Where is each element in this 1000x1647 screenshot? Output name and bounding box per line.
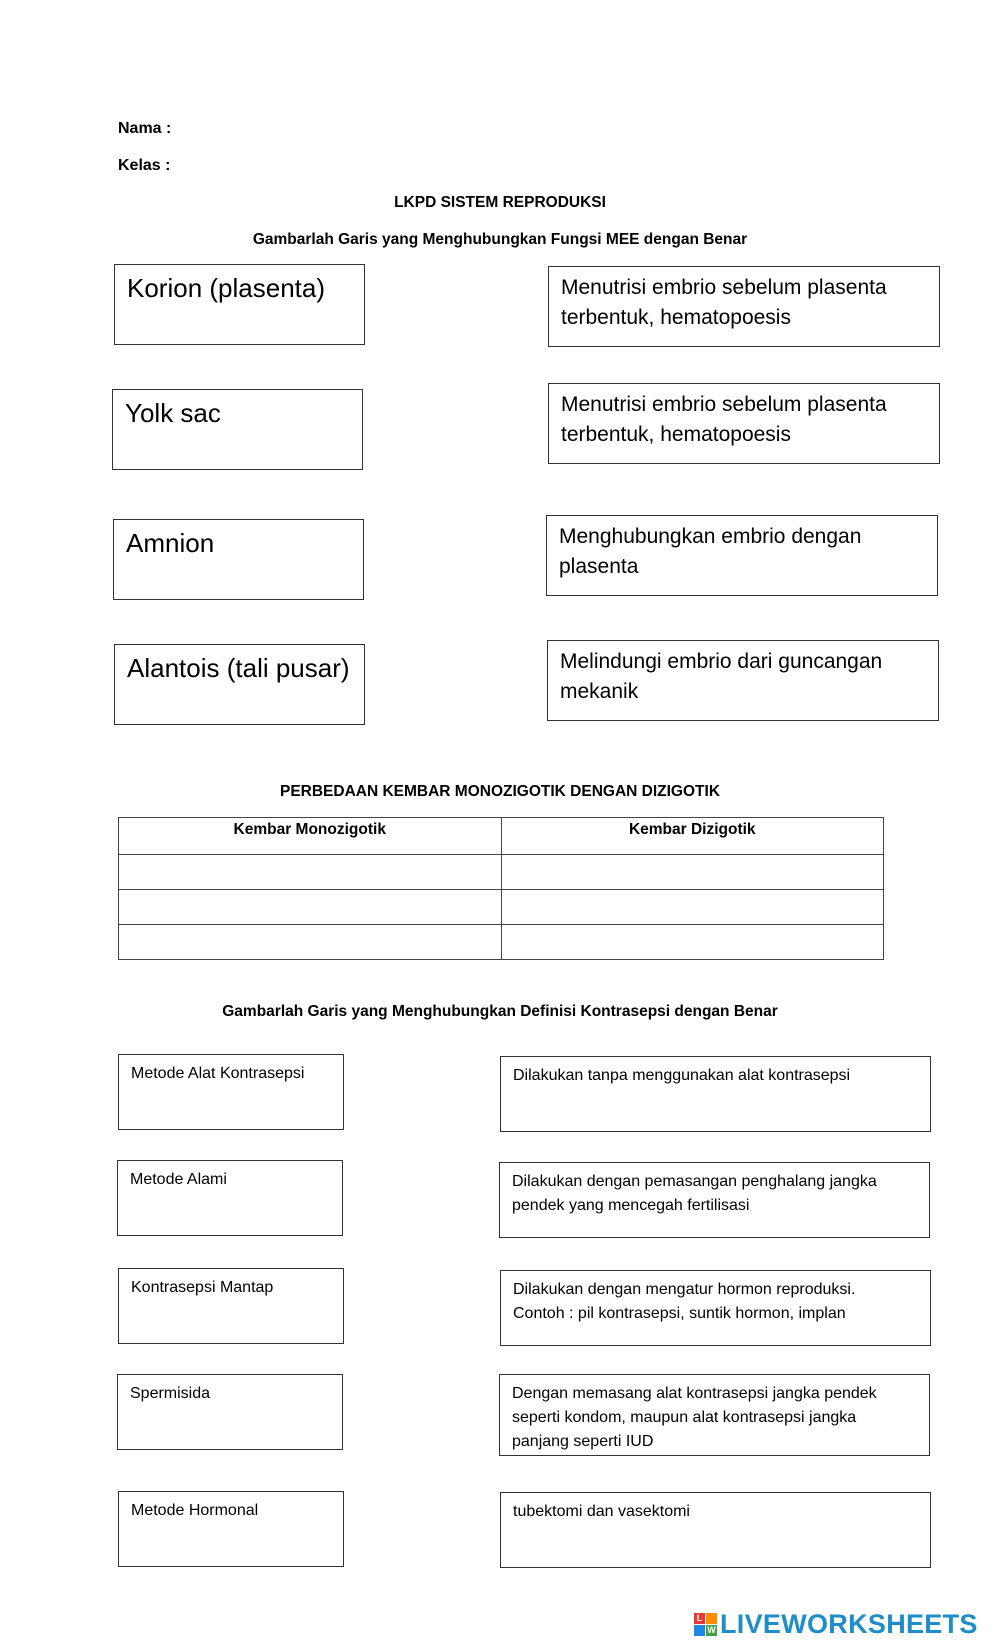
liveworksheets-logo xyxy=(694,1608,978,1640)
mee-right-line: terbentuk, hematopoesis xyxy=(561,423,791,447)
name-label: Nama : xyxy=(118,120,172,137)
table-header-row xyxy=(119,818,884,855)
contraception-right-line: pendek yang mencegah fertilisasi xyxy=(512,1197,750,1214)
contraception-left-box-1[interactable] xyxy=(118,1054,344,1130)
mee-left-box-alantois[interactable] xyxy=(114,644,365,725)
table-cell-input[interactable] xyxy=(119,890,502,925)
contraception-right-box-2[interactable] xyxy=(499,1162,930,1238)
contraception-left-box-3[interactable] xyxy=(118,1268,344,1344)
table-cell-input[interactable] xyxy=(501,855,884,890)
contraception-left-label: Metode Hormonal xyxy=(131,1502,259,1519)
contraception-right-line: Dilakukan tanpa menggunakan alat kontrasepsi xyxy=(513,1067,851,1084)
class-label: Kelas : xyxy=(118,157,171,174)
section3-instruction: Gambarlah Garis yang Menghubungkan Definisi Kontrasepsi dengan Benar xyxy=(222,1003,778,1020)
table-row xyxy=(119,855,884,890)
mee-right-line: Menutrisi embrio sebelum plasenta xyxy=(561,393,887,416)
mee-right-line: terbentuk, hematopoesis xyxy=(561,306,791,330)
contraception-right-box-4[interactable] xyxy=(499,1374,930,1456)
table-row xyxy=(119,890,884,925)
table-cell-input[interactable] xyxy=(119,925,502,960)
twins-comparison-table xyxy=(118,817,884,960)
column-header-monozigotik: Kembar Monozigotik xyxy=(119,818,502,855)
contraception-left-label: Kontrasepsi Mantap xyxy=(131,1279,274,1296)
mee-left-label: Korion (plasenta) xyxy=(127,273,325,303)
mee-left-box-yolk-sac[interactable] xyxy=(112,389,363,470)
contraception-right-box-5[interactable] xyxy=(500,1492,931,1568)
contraception-left-label: Spermisida xyxy=(130,1385,211,1402)
contraception-left-box-4[interactable] xyxy=(117,1374,343,1450)
contraception-right-box-1[interactable] xyxy=(500,1056,931,1132)
table-cell-input[interactable] xyxy=(119,855,502,890)
contraception-right-line: tubektomi dan vasektomi xyxy=(513,1503,690,1520)
section1-instruction: Gambarlah Garis yang Menghubungkan Fungsi MEE dengan Benar xyxy=(252,231,748,248)
mee-left-label: Alantois (tali pusar) xyxy=(127,653,350,683)
page-title: LKPD SISTEM REPRODUKSI xyxy=(394,194,606,211)
contraception-right-line: Dengan memasang alat kontrasepsi jangka pendek xyxy=(512,1385,877,1402)
mee-left-label: Amnion xyxy=(126,528,215,558)
table-cell-input[interactable] xyxy=(501,925,884,960)
section2-title: PERBEDAAN KEMBAR MONOZIGOTIK DENGAN DIZIGOTIK xyxy=(279,783,721,800)
contraception-left-label: Metode Alat Kontrasepsi xyxy=(131,1065,305,1082)
mee-left-box-korion[interactable] xyxy=(114,264,365,345)
logo-square: W xyxy=(707,1624,716,1635)
contraception-right-line: seperti kondom, maupun alat kontrasepsi jangka xyxy=(512,1409,857,1426)
column-header-dizigotik: Kembar Dizigotik xyxy=(501,818,884,855)
contraception-left-box-5[interactable] xyxy=(118,1491,344,1567)
mee-right-box-4[interactable] xyxy=(547,640,939,721)
contraception-left-box-2[interactable] xyxy=(117,1160,343,1236)
mee-right-line: Menutrisi embrio sebelum plasenta xyxy=(561,276,887,299)
logo-square: L xyxy=(694,1613,705,1624)
logo-square xyxy=(706,1613,717,1624)
mee-right-line: mekanik xyxy=(560,680,639,704)
contraception-right-line: Dilakukan dengan mengatur hormon reproduksi. xyxy=(513,1281,856,1298)
mee-right-line: Menghubungkan embrio dengan xyxy=(559,525,862,548)
contraception-left-label: Metode Alami xyxy=(130,1171,227,1188)
logo-square xyxy=(694,1625,705,1636)
table-cell-input[interactable] xyxy=(501,890,884,925)
mee-right-line: Melindungi embrio dari guncangan xyxy=(560,650,883,673)
contraception-right-box-3[interactable] xyxy=(500,1270,931,1346)
contraception-right-line: panjang seperti IUD xyxy=(512,1433,654,1450)
mee-left-box-amnion[interactable] xyxy=(113,519,364,600)
table-row xyxy=(119,925,884,960)
contraception-right-line: Contoh : pil kontrasepsi, suntik hormon, implan xyxy=(513,1305,846,1322)
contraception-right-line: Dilakukan dengan pemasangan penghalang jangka xyxy=(512,1173,877,1190)
logo-text: LIVEWORKSHEETS xyxy=(720,1608,978,1639)
mee-right-box-3[interactable] xyxy=(546,515,938,596)
mee-right-box-1[interactable] xyxy=(548,266,940,347)
mee-left-label: Yolk sac xyxy=(125,398,221,428)
mee-right-line: plasenta xyxy=(559,555,639,579)
logo-mark-icon xyxy=(694,1613,717,1636)
mee-right-box-2[interactable] xyxy=(548,383,940,464)
